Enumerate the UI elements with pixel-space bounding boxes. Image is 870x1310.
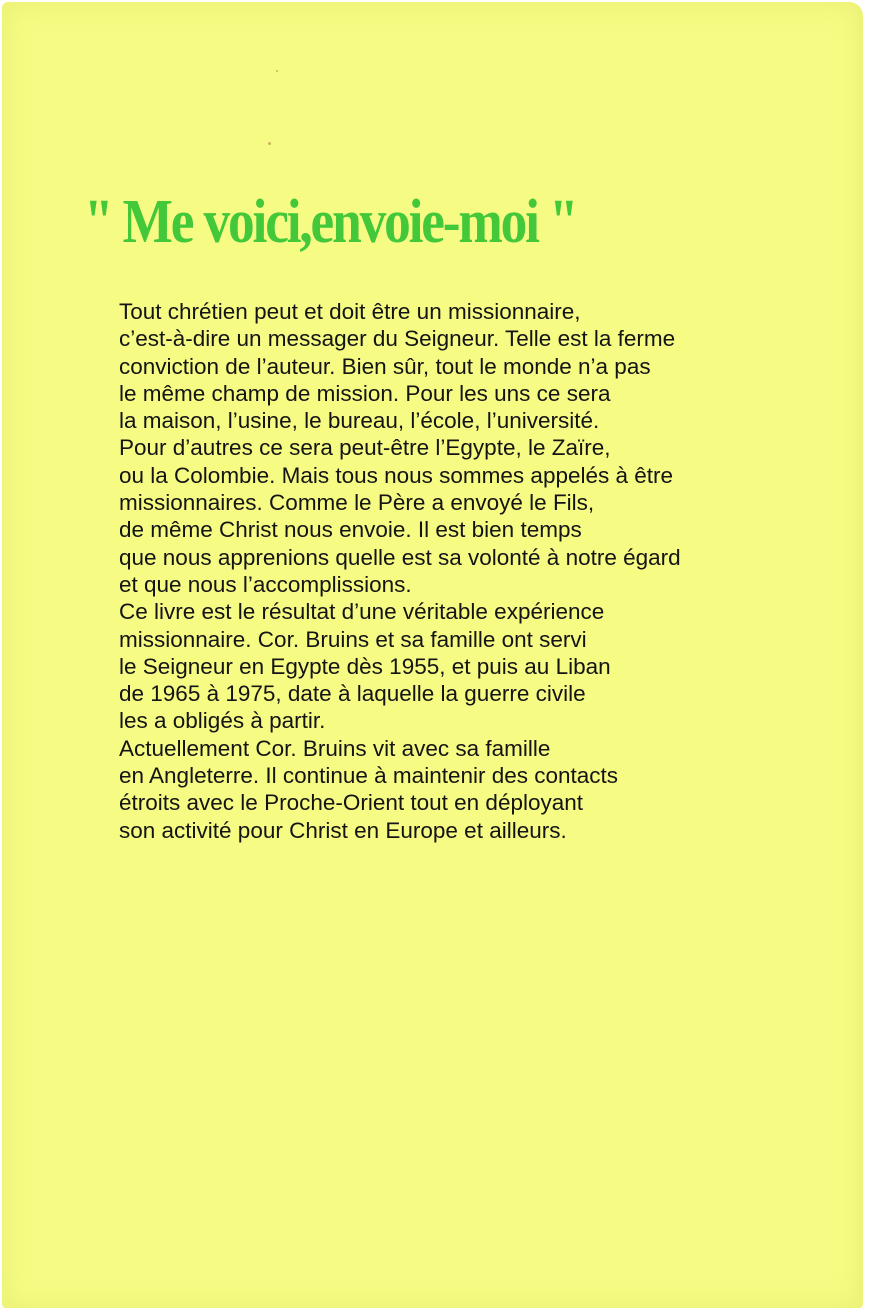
blurb-line: Actuellement Cor. Bruins vit avec sa famille [119,735,551,761]
blurb-line: conviction de l’auteur. Bien sûr, tout le monde n’a pas [119,353,651,379]
blurb-line: missionnaire. Cor. Bruins et sa famille ont servi [119,626,587,652]
paper-speck [276,70,278,72]
blurb-line: Tout chrétien peut et doit être un missionnaire, [119,299,581,324]
blurb-line: Pour d’autres ce sera peut-être l’Egypte, le Zaïre, [119,435,611,461]
blurb-line: de même Christ nous envoie. Il est bien temps [119,517,582,543]
blurb-line: la maison, l’usine, le bureau, l’école, l’université. [119,408,600,434]
blurb-line: en Angleterre. Il continue à maintenir des contacts [119,763,619,789]
paper-speck [268,142,271,145]
blurb-line: que nous apprenions quelle est sa volonté à notre égard [119,544,681,570]
blurb-text [119,298,839,844]
blurb-line: ou la Colombie. Mais tous nous sommes appelés à être [119,462,674,488]
blurb-line: les a obligés à partir. [119,708,326,734]
blurb-line: c’est-à-dire un messager du Seigneur. Telle est la ferme [119,326,676,352]
blurb-line: missionnaires. Comme le Père a envoyé le Fils, [119,490,595,516]
blurb-line: le même champ de mission. Pour les uns ce sera [119,380,611,406]
blurb-line: le Seigneur en Egypte dès 1955, et puis au Liban [119,653,611,679]
blurb-line: et que nous l’accomplissions. [119,571,412,597]
blurb-line: Ce livre est le résultat d’une véritable expérience [119,599,605,625]
book-back-cover [2,2,863,1308]
blurb-line: son activité pour Christ en Europe et ailleurs. [119,817,567,843]
blurb-line: étroits avec le Proche-Orient tout en déployant [119,790,584,816]
cover-title: " Me voici,envoie-moi " [84,188,577,256]
blurb-line: de 1965 à 1975, date à laquelle la guerre civile [119,681,586,707]
